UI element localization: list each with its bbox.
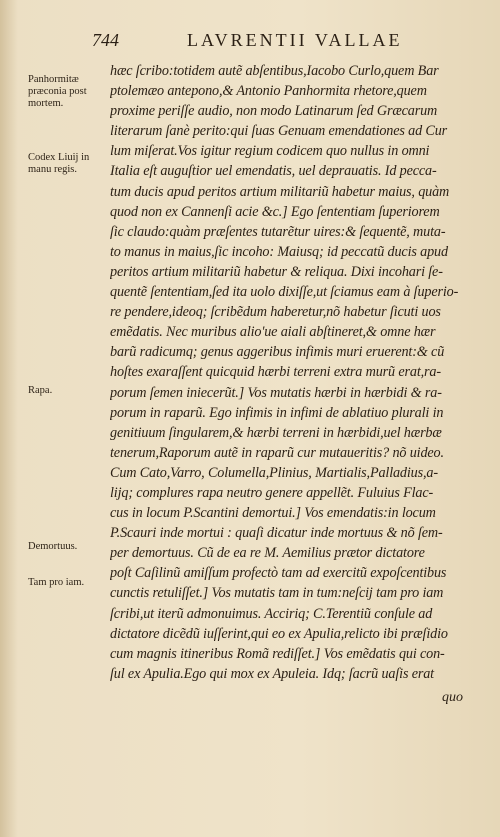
catchword: quo — [442, 690, 463, 705]
text-line: tum ducis apud peritos artium militariũ habetur maius, quàm — [110, 183, 450, 200]
text-line: lijq; complures rapa neutro genere appellẽt. Fuluius Flac- — [110, 484, 434, 501]
text-line: porum ſemen iniecerũt.] Vos mutatis hærbi in hærbidi & ra- — [110, 384, 442, 401]
text-line: lum miſerat.Vos igitur regium codicem quo nullus in omni — [110, 143, 430, 160]
text-line: genitiuum ſingularem,& hærbi terreni in hærbidi,uel hærbæ — [110, 424, 442, 441]
text-line: quentẽ ſententiam,ſed ita uolo dixiſſe,ut ſciamus eam à ſuperio- — [110, 284, 459, 301]
text-line: cunctis retuliſſet.] Vos mutatis tam in tum:neſcij tam pro iam — [110, 585, 444, 602]
text-line: cum magnis itineribus Romã rediſſet.] Vos emẽdatis qui con- — [110, 645, 445, 662]
margin-note-tam-pro-iam — [28, 577, 112, 589]
text-line: dictatore dicẽdũ iuſſerint,qui eo ex Apulia,relicto ibi præſidio — [110, 625, 448, 642]
margin-note-line: mortem. — [28, 98, 64, 109]
margin-notes — [0, 0, 110, 837]
text-line: per demortuus. Cũ de ea re M. Aemilius prætor dictatore — [110, 545, 425, 562]
text-line: ſul ex Apulia.Ego qui mox ex Apuleia. Idq; ſacrũ uaſis erat — [110, 665, 434, 682]
page-number: 744 — [92, 30, 119, 50]
text-line: Cum Cato,Varro, Columella,Plinius, Martialis,Palladius,a- — [110, 464, 438, 481]
text-line: Italia eſt auguſtior uel emendatis, uel deprauatis. Id pecca- — [110, 163, 437, 180]
text-line: porum in raparũ. Ego infimis in infimi de ablatiuo plurali in — [110, 404, 444, 421]
text-line: ſic claudo:quàm præſentes tutarẽtur uires:& ſequentẽ, muta- — [110, 223, 446, 240]
margin-note-line: præconia post — [28, 86, 87, 97]
running-head: LAVRENTII VALLAE — [187, 30, 403, 50]
text-line: cus in locum P.Scantini demortui.] Vos emendatis:in locum — [110, 505, 436, 522]
text-line: hoſtes exaraſſent quicquid hærbi terreni extra murũ erat,ra- — [110, 364, 441, 381]
text-line: quod non ex Cannenſi acie &c.] Ego ſententiam ſuperiorem — [110, 203, 440, 220]
text-line: tenerum,Raporum autẽ in raparũ cur mutaueritis? nõ uideo. — [110, 444, 444, 461]
text-line: ptolemæo antepono,& Antonio Panhormita rhetore,quem — [110, 83, 427, 100]
margin-note-line: Rapa. — [28, 385, 53, 396]
text-line: peritos artium militariũ habetur & reliqua. Dixi incohari ſe- — [110, 263, 443, 280]
text-line: P.Scauri inde mortui : quaſi dicatur inde mortuus & nõ ſem- — [110, 525, 443, 542]
margin-note-line: Codex Liuij in — [28, 152, 90, 163]
margin-note-codex-liuij — [28, 152, 112, 176]
text-line: hæc ſcribo:totidem autẽ abſentibus,Iacobo Curlo,quem Bar — [110, 63, 439, 79]
margin-note-panhormitae — [28, 74, 112, 110]
text-line: barũ radicumq; genus aggeribus infimis muri eruerent:& cũ — [110, 344, 445, 361]
margin-note-line: Panhormitæ — [28, 74, 79, 85]
text-line: to manus in maius,ſic incoho: Maiusq; id peccatũ ducis apud — [110, 243, 448, 260]
page-header — [92, 30, 452, 52]
margin-note-demortuus — [28, 541, 112, 553]
text-line: proxime periſſe audio, non modo Latinarum ſed Græcarum — [110, 103, 438, 120]
body-text — [110, 61, 470, 684]
margin-note-line: manu regis. — [28, 164, 77, 175]
text-line: literarum ſanè perito:qui ſuas Genuam emendationes ad Cur — [110, 123, 448, 140]
text-line: emẽdatis. Nec muribus alio'ue aiali abſtineret,& omne hær — [110, 324, 436, 341]
margin-note-rapa — [28, 385, 112, 397]
text-line: ſcribi,ut iterũ admonuimus. Acciriq; C.Terentiũ conſule ad — [110, 605, 433, 622]
text-line: poſt Caſilinũ amiſſum profectò tam ad exercitũ expoſcentibus — [110, 565, 447, 582]
margin-note-line: Tam pro iam. — [28, 577, 85, 588]
margin-note-line: Demortuus. — [28, 541, 78, 552]
text-line: re pendere,ideoq; ſcribẽdum haberetur,nõ habetur ſicuti uos — [110, 304, 441, 321]
